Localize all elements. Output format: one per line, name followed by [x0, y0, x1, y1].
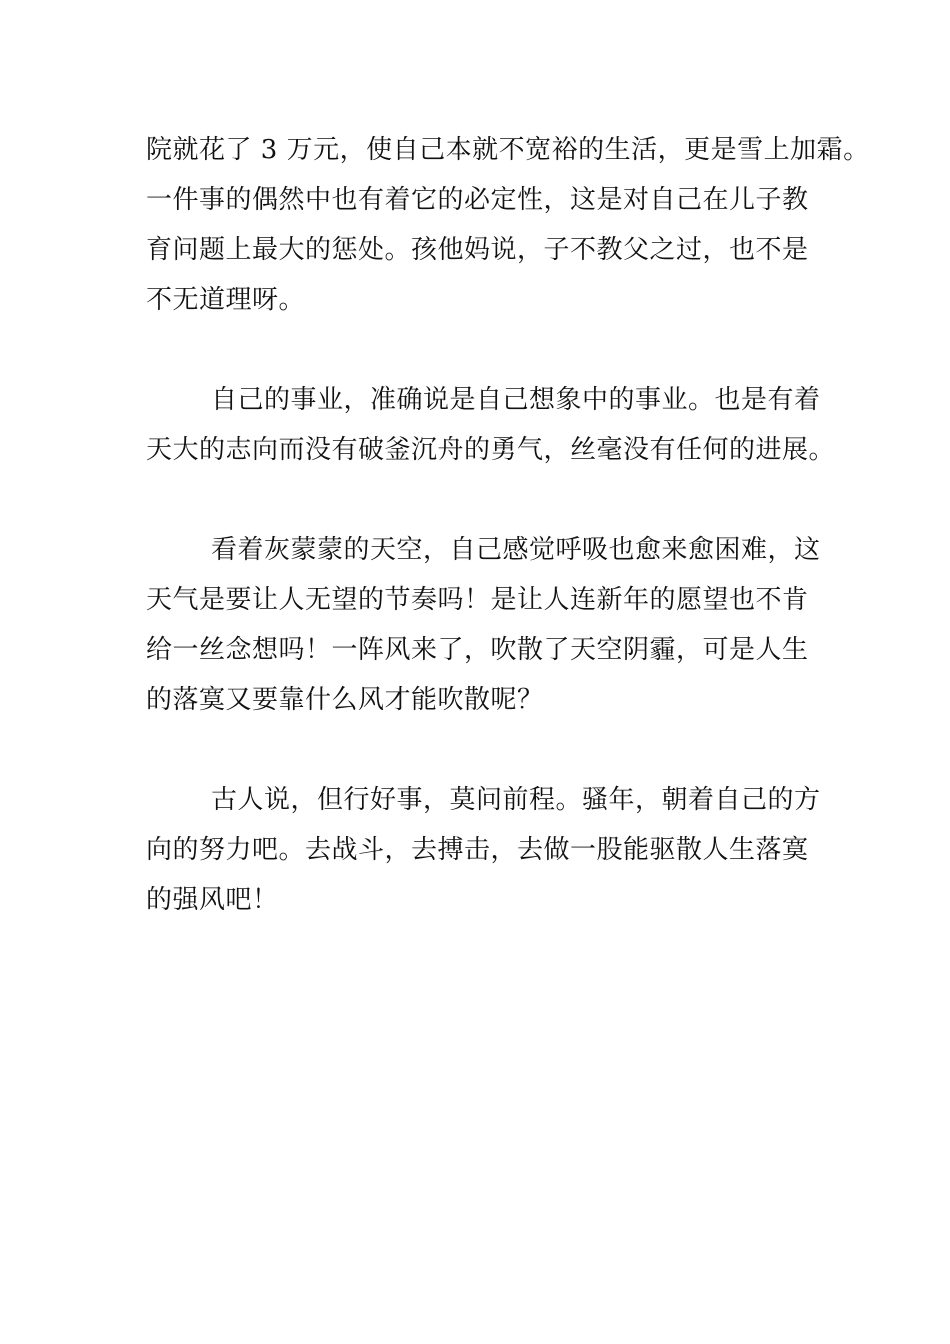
paragraph-3-line-3: 给一丝念想吗！一阵风来了，吹散了天空阴霾，可是人生: [146, 635, 809, 665]
paragraph-3-line-4: 的落寞又要靠什么风才能吹散呢？: [146, 685, 544, 715]
paragraph-1-line-1: 院就花了 3 万元，使自己本就不宽裕的生活，更是雪上加霜。: [146, 135, 870, 165]
paragraph-4-line-2: 向的努力吧。去战斗，去搏击，去做一股能驱散人生落寞: [146, 835, 809, 865]
paragraph-1-line-3: 育问题上最大的惩处。孩他妈说，子不教父之过，也不是: [146, 235, 809, 265]
paragraph-3-line-2: 天气是要让人无望的节奏吗！是让人连新年的愿望也不肯: [146, 585, 809, 615]
paragraph-1-line-2: 一件事的偶然中也有着它的必定性，这是对自己在儿子教: [146, 185, 809, 215]
paragraph-4-line-3: 的强风吧！: [146, 885, 279, 915]
paragraph-3-line-1: 看着灰蒙蒙的天空，自己感觉呼吸也愈来愈困难，这: [211, 535, 821, 565]
paragraph-2-line-2: 天大的志向而没有破釜沉舟的勇气，丝毫没有任何的进展。: [146, 435, 836, 465]
paragraph-2-line-1: 自己的事业，准确说是自己想象中的事业。也是有着: [211, 385, 821, 415]
paragraph-1-line-4: 不无道理呀。: [146, 285, 306, 315]
paragraph-4-line-1: 古人说，但行好事，莫问前程。骚年，朝着自己的方: [211, 785, 821, 815]
